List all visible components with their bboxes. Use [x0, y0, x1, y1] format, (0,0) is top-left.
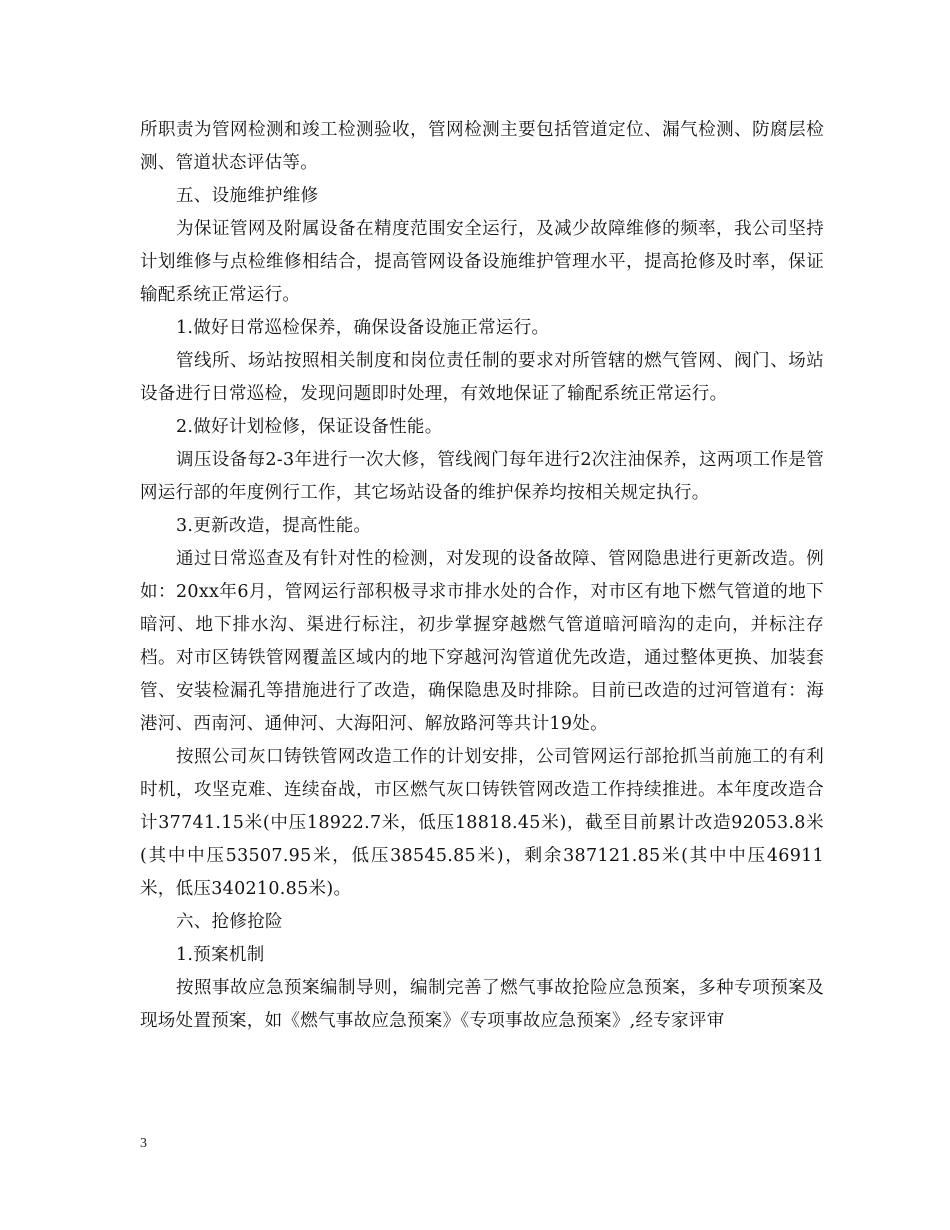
paragraph: 调压设备每2-3年进行一次大修，管线阀门每年进行2次注油保养，这两项工作是管网运行部的年度例行工作，其它场站设备的维护保养均按相关规定执行。	[140, 450, 824, 503]
paragraph: 管线所、场站按照相关制度和岗位责任制的要求对所管辖的燃气管网、阀门、场站设备进行日常巡检，发现问题即时处理，有效地保证了输配系统正常运行。	[140, 351, 824, 404]
subheading: 3.更新改造，提高性能。	[176, 516, 372, 536]
subheading: 2.做好计划检修，保证设备性能。	[176, 417, 443, 437]
paragraph: 所职责为管网检测和竣工检测验收，管网检测主要包括管道定位、漏气检测、防腐层检测、管道状态评估等。	[140, 120, 824, 173]
page-number: 3	[140, 1136, 147, 1151]
paragraph: 为保证管网及附属设备在精度范围安全运行，及减少故障维修的频率，我公司坚持计划维修与点检维修相结合，提高管网设备设施维护管理水平，提高抢修及时率，保证输配系统正常运行。	[140, 219, 824, 305]
paragraph: 按照事故应急预案编制导则，编制完善了燃气事故抢险应急预案，多种专项预案及现场处置预案，如《燃气事故应急预案》《专项事故应急预案》,经专家评审	[140, 978, 824, 1031]
section-heading-emergency: 六、抢修抢险	[176, 912, 283, 932]
paragraph: 通过日常巡查及有针对性的检测，对发现的设备故障、管网隐患进行更新改造。例如：20xx年6月，管网运行部积极寻求市排水处的合作，对市区有地下燃气管道的地下暗河、地下排水沟、渠进行标注，初步掌握穿越燃气管道暗河暗沟的走向，并标注存档。对市区铸铁管网覆盖区域内的地下穿越河沟管道优先改造，通过整体更换、加装套管、安装检漏孔等措施进行了改造，确保隐患及时排除。目前已改造的过河管道有：海港河、西南河、通伸河、大海阳河、解放路河等共计19处。	[140, 549, 824, 734]
subheading: 1.预案机制	[176, 945, 265, 965]
subheading: 1.做好日常巡检保养，确保设备设施正常运行。	[176, 318, 550, 338]
paragraph: 按照公司灰口铸铁管网改造工作的计划安排，公司管网运行部抢抓当前施工的有利时机，攻坚克难、连续奋战，市区燃气灰口铸铁管网改造工作持续推进。本年度改造合计37741.15米(中压18922.7米，低压18818.45米)，截至目前累计改造92053.8米(其中中压53507.95米，低压38545.85米)，剩余387121.85米(其中中压46911米，低压340210.85米)。	[140, 747, 824, 899]
section-heading-maintenance: 五、设施维护维修	[176, 186, 319, 206]
document-body	[140, 114, 824, 1038]
